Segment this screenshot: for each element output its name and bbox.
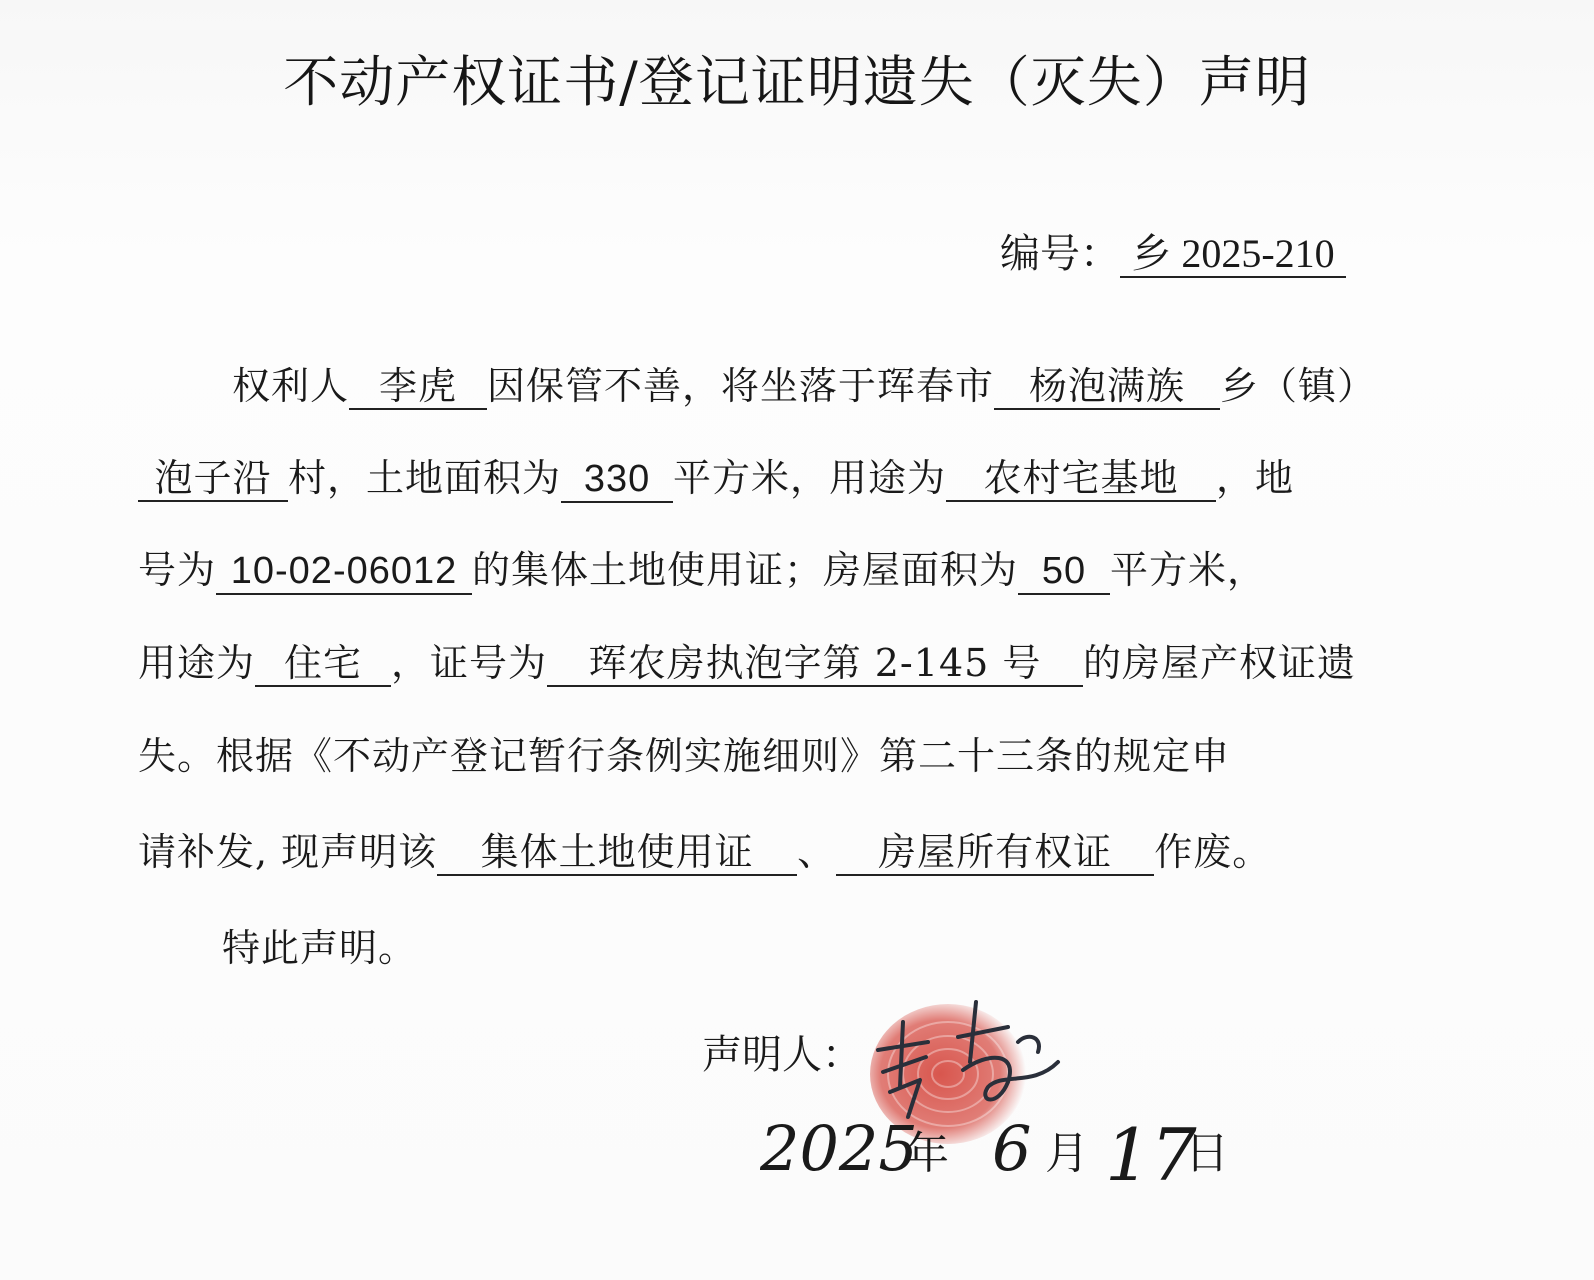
land-area-value: 330 <box>561 457 673 503</box>
text-land-area: 村，土地面积为 <box>288 456 562 500</box>
text-cert-lost: 的房屋产权证遗 <box>1083 641 1357 685</box>
certificate-number: 珲农房执泡字第 2-145 号 <box>547 641 1083 687</box>
date-year: 2025 <box>760 1112 918 1185</box>
text-land-use: 平方米，用途为 <box>673 456 947 500</box>
body-line-6 <box>138 829 1271 876</box>
body-line-3 <box>138 547 1266 595</box>
house-area-value: 50 <box>1018 549 1110 595</box>
house-use-value: 住宅 <box>255 641 391 687</box>
body-line-1 <box>232 363 1376 410</box>
text-house-use: 用途为 <box>138 641 256 685</box>
township-name: 杨泡满族 <box>994 364 1220 410</box>
number-label: 编号： <box>1000 231 1120 277</box>
date-month: 6 <box>992 1112 1032 1185</box>
date-year-unit: 年 <box>905 1128 949 1179</box>
owner-name: 李虎 <box>349 364 487 410</box>
text-township-unit: 乡（镇） <box>1220 364 1377 408</box>
text-rights-holder: 权利人 <box>232 364 350 408</box>
handwritten-date <box>760 1112 1280 1202</box>
text-parcel-start: ，地 <box>1216 456 1295 500</box>
document-number <box>1000 222 1346 279</box>
date-month-unit: 月 <box>1045 1128 1089 1179</box>
signer-label: 声明人： <box>702 1032 862 1078</box>
void-document-2: 房屋所有权证 <box>836 830 1154 876</box>
village-name: 泡子沿 <box>138 456 288 502</box>
text-parcel-label: 号为 <box>138 548 217 592</box>
text-hereby-declare: 特此声明。 <box>222 926 418 970</box>
land-use-value: 农村宅基地 <box>946 456 1216 502</box>
text-separator: 、 <box>797 830 837 874</box>
body-line-7 <box>222 925 417 971</box>
date-day-unit: 日 <box>1185 1128 1229 1179</box>
date-day: 17 <box>1105 1113 1197 1197</box>
text-regulation: 失。根据《不动产登记暂行条例实施细则》第二十三条的规定申 <box>138 734 1231 778</box>
text-void: 作废。 <box>1154 830 1272 874</box>
void-document-1: 集体土地使用证 <box>437 830 797 876</box>
text-house-area: 的集体土地使用证；房屋面积为 <box>472 548 1019 592</box>
document-title: 不动产权证书/登记证明遗失（灭失）声明 <box>283 50 1311 114</box>
text-cert-label: ，证号为 <box>391 641 548 685</box>
body-line-5 <box>138 733 1230 779</box>
body-line-2 <box>138 455 1294 503</box>
text-declare: 请补发, 现声明该 <box>138 830 438 874</box>
parcel-number: 10-02-06012 <box>216 549 472 595</box>
number-value: 乡 2025-210 <box>1120 232 1346 278</box>
text-house-unit: 平方米， <box>1110 548 1267 592</box>
body-line-4 <box>138 640 1356 687</box>
text-reason: 因保管不善，将坐落于珲春市 <box>487 364 995 408</box>
